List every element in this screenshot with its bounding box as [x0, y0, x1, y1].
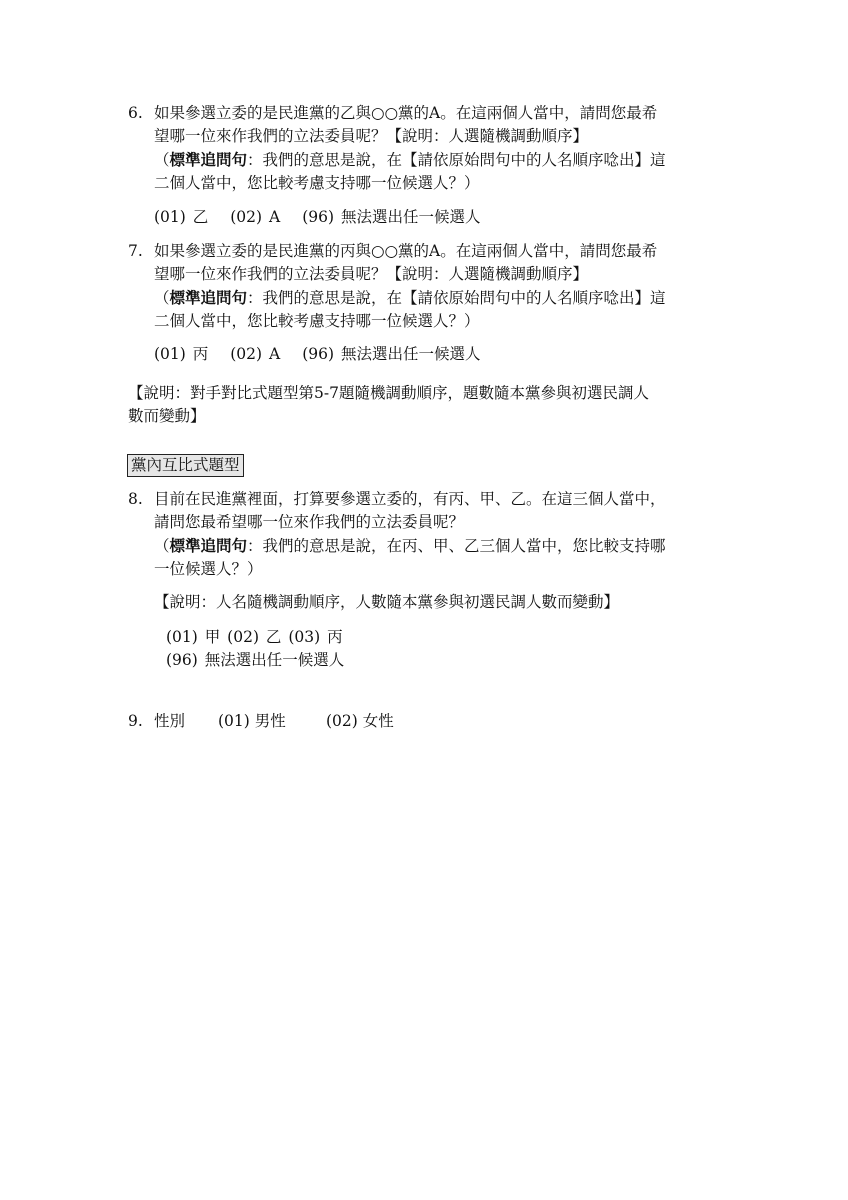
randomization-note [128, 382, 728, 428]
question-6-probe-line2: 二個人當中，您比較考慮支持哪一位候選人？） [154, 174, 480, 192]
probe-label: 標準追問句 [169, 150, 248, 169]
question-6 [128, 102, 728, 195]
section-label: 黨內互比式題型 [127, 454, 244, 477]
question-9-line [128, 710, 728, 733]
probe-text: ：我們的意思是說，在丙、甲、乙三個人當中，您比較支持哪 [247, 537, 666, 555]
probe-label: 標準追問句 [169, 288, 248, 307]
question-8-note: 【說明：人名隨機調動順序，人數隨本黨參與初選民調人數而變動】 [154, 593, 620, 611]
option-01: (01) 乙 [154, 208, 209, 226]
question-7-line1 [128, 240, 728, 263]
question-7-line2: 望哪一位來作我們的立法委員呢？【說明：人選隨機調動順序】 [154, 265, 589, 283]
question-number: 6. [128, 104, 143, 122]
probe-text: ：我們的意思是說，在【請依原始問句中的人名順序唸出】這 [247, 151, 666, 169]
option-02: (02) A [230, 208, 281, 226]
question-8-probe-line1 [128, 534, 728, 558]
question-9-label: 性別 [154, 712, 186, 730]
question-8-line1 [128, 488, 728, 511]
question-number: 9. [128, 712, 143, 730]
option-02: (02) A [230, 345, 281, 363]
question-8-line2: 請問您最希望哪一位來作我們的立法委員呢？ [154, 513, 465, 531]
question-7-probe-line2: 二個人當中，您比較考慮支持哪一位候選人？） [154, 312, 480, 330]
question-text: 如果參選立委的是民進黨的乙與○○黨的A。在這兩個人當中，請問您最希 [154, 104, 658, 122]
question-8-probe-line2: 一位候選人？） [154, 560, 263, 578]
option-01: (01) 男性 [218, 712, 286, 730]
option-02: (02) 女性 [326, 712, 394, 730]
question-text: 目前在民進黨裡面，打算要參選立委的，有丙、甲、乙。在這三個人當中， [154, 490, 666, 508]
probe-label: 標準追問句 [169, 536, 248, 555]
question-8-options-line1: (01) 甲 (02) 乙 (03) 丙 [166, 628, 343, 646]
probe-open-paren: （ [154, 537, 170, 555]
question-number: 8. [128, 490, 143, 508]
question-6-line2: 望哪一位來作我們的立法委員呢？【說明：人選隨機調動順序】 [154, 127, 589, 145]
question-7-options [154, 343, 502, 366]
question-text: 如果參選立委的是民進黨的丙與○○黨的A。在這兩個人當中，請問您最希 [154, 242, 658, 260]
probe-open-paren: （ [154, 151, 170, 169]
question-7-probe-line1 [128, 286, 728, 310]
option-96: (96) 無法選出任一候選人 [302, 345, 481, 363]
question-6-probe-line1 [128, 148, 728, 172]
question-8 [128, 488, 728, 581]
question-6-options [154, 206, 502, 229]
probe-text: ：我們的意思是說，在【請依原始問句中的人名順序唸出】這 [247, 289, 666, 307]
probe-open-paren: （ [154, 289, 170, 307]
question-6-line1 [128, 102, 728, 125]
option-96: (96) 無法選出任一候選人 [302, 208, 481, 226]
note-line2: 數而變動】 [128, 407, 206, 425]
question-8-options-line2: (96) 無法選出任一候選人 [166, 651, 345, 669]
question-7 [128, 240, 728, 333]
question-9 [128, 710, 728, 733]
question-number: 7. [128, 242, 143, 260]
option-01: (01) 丙 [154, 345, 209, 363]
note-line1: 【說明：對手對比式題型第5-7題隨機調動順序，題數隨本黨參與初選民調人 [128, 384, 649, 402]
